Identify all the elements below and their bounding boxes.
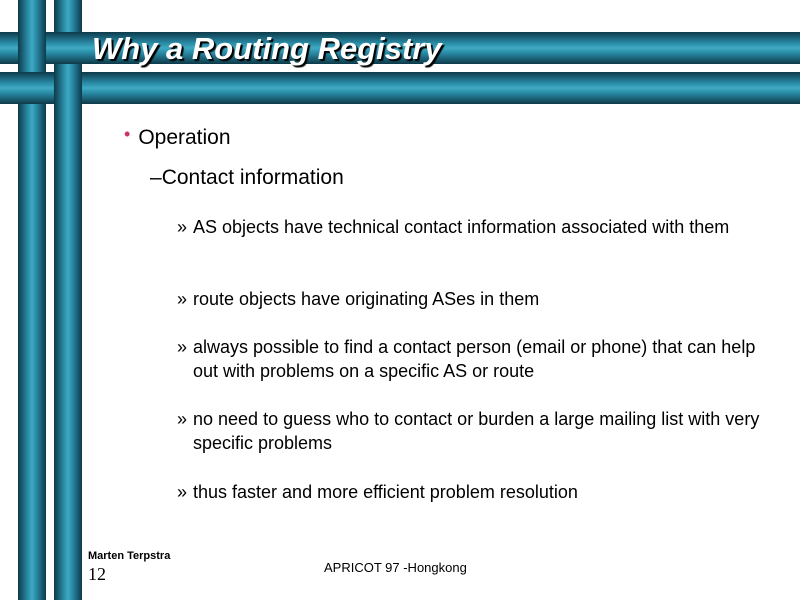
decorative-horizontal-bar-bottom	[0, 72, 800, 104]
list-item-text: always possible to find a contact person (email or phone) that can help out with problems on a specific AS or route	[193, 337, 756, 381]
list-item	[177, 480, 777, 504]
chevron-right-icon: »	[177, 337, 188, 357]
list-item-text: route objects have originating ASes in them	[193, 289, 540, 309]
decorative-bar-crossing	[18, 32, 46, 64]
chevron-right-icon: »	[177, 217, 188, 237]
chevron-right-icon: »	[177, 409, 188, 429]
chevron-right-icon: »	[177, 482, 188, 502]
bullet-level2-text: Contact information	[161, 166, 344, 189]
decorative-bar-crossing	[54, 72, 82, 104]
list-item	[177, 287, 777, 311]
event-footer: APRICOT 97 -Hongkong	[324, 560, 467, 575]
bullet-level1	[124, 126, 231, 150]
slide-title: Why a Routing Registry	[92, 31, 442, 66]
bullet-dot-icon: •	[124, 124, 131, 144]
bullet-level2	[150, 166, 344, 190]
list-item	[177, 215, 777, 239]
bullet-level1-text: Operation	[138, 126, 231, 149]
list-item-text: thus faster and more efficient problem resolution	[193, 482, 578, 502]
page-number: 12	[88, 564, 106, 584]
chevron-right-icon: »	[177, 289, 188, 309]
author-name: Marten Terpstra	[88, 550, 171, 562]
list-item-text: AS objects have technical contact information associated with them	[193, 217, 730, 237]
dash-icon: –	[150, 166, 162, 189]
list-item	[177, 335, 777, 383]
list-item	[177, 407, 777, 455]
list-item-text: no need to guess who to contact or burden a large mailing list with very specific problems	[193, 409, 760, 453]
